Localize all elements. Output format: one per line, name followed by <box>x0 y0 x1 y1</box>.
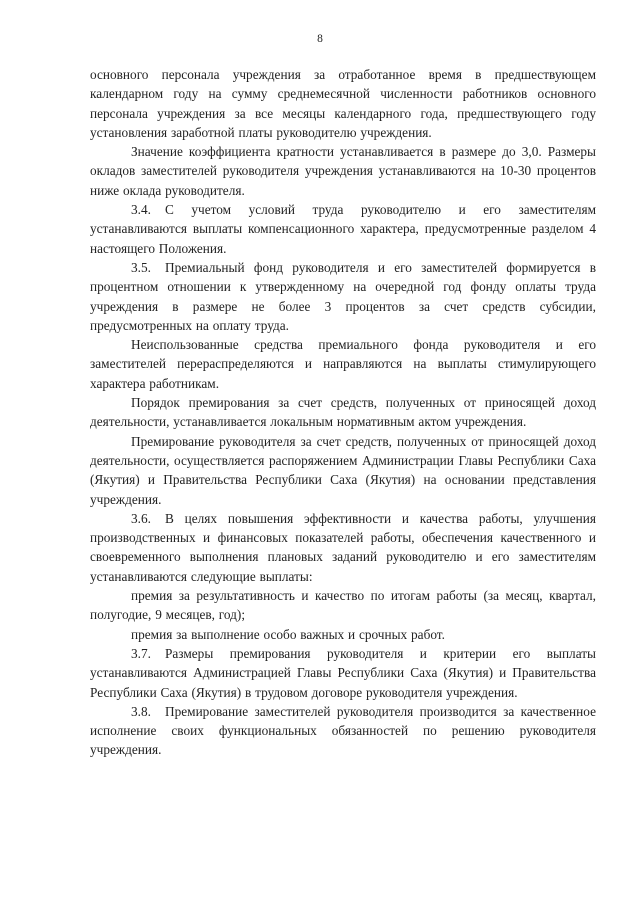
paragraph-unused-funds <box>90 335 596 393</box>
paragraph-number: 3.7. <box>131 645 151 661</box>
paragraph-3-5 <box>90 258 596 335</box>
paragraph-text: Размеры премирования руководителя и критерии его выплаты устанавливаются Администрацией Главы Республики Саха (Якутия) и Правительства Республики Саха (Якутия) в трудовом договоре руководителя учреждения. <box>90 645 596 700</box>
paragraph-coefficient <box>90 142 596 200</box>
paragraph-3-4 <box>90 200 596 258</box>
paragraph-3-6 <box>90 509 596 586</box>
paragraph-continuation <box>90 65 596 142</box>
paragraph-text: Премиальный фонд руководителя и его заместителей формируется в процентном отношении к утвержденному на очередной год фонду оплаты труда учреждения в размере не более 3 процентов за счет средств субсидии, предусмотренных на оплату труда. <box>90 259 596 333</box>
paragraph-3-8 <box>90 702 596 760</box>
paragraph-number: 3.5. <box>131 259 151 275</box>
paragraph-list-item-1 <box>90 586 596 625</box>
paragraph-head-bonus <box>90 432 596 509</box>
paragraph-text: Неиспользованные средства премиального фонда руководителя и его заместителей перераспределяются и направляются на выплаты стимулирующего характера работникам. <box>90 337 596 391</box>
paragraph-list-item-2 <box>90 625 596 644</box>
paragraph-number: 3.8. <box>131 703 151 719</box>
paragraph-text: С учетом условий труда руководителю и его заместителям устанавливаются выплаты компенсационного характера, предусмотренные разделом 4 настоящего Положения. <box>90 202 596 256</box>
paragraph-text: В целях повышения эффективности и качества работы, улучшения производственных и финансовых показателей работы, обеспечения качественного и своевременного выполнения плановых заданий руководителю и его заместителям устанавливаются следующие выплаты: <box>90 510 596 584</box>
paragraph-text: премия за выполнение особо важных и срочных работ. <box>131 626 445 642</box>
paragraph-text: премия за результативность и качество по итогам работы (за месяц, квартал, полугодие, 9 месяцев, год); <box>90 588 596 623</box>
paragraph-text: Премирование руководителя за счет средств, полученных от приносящей доход деятельности, осуществляется распоряжением Администрации Главы Республики Саха (Якутия) и Правительства Республики Саха (Якутия) на основании представления учреждения. <box>90 433 596 507</box>
page-number: 8 <box>317 33 323 45</box>
paragraph-number: 3.6. <box>131 510 151 526</box>
paragraph-text: Премирование заместителей руководителя производится за качественное исполнение своих функциональных обязанностей по решению руководителя учреждения. <box>90 703 596 758</box>
paragraph-text: Значение коэффициента кратности устанавливается в размере до 3,0. Размеры окладов заместителей руководителя учреждения устанавливаются на 10-30 процентов ниже оклада руководителя. <box>90 144 596 198</box>
paragraph-number: 3.4. <box>131 202 151 218</box>
paragraph-text: основного персонала учреждения за отработанное время в предшествующем календарном году на сумму среднемесячной численности работников основного персонала учреждения за все месяцы календарного года, предшествующего году установления заработной платы руководителю учреждения. <box>90 67 596 140</box>
document-body <box>90 65 596 760</box>
paragraph-text: Порядок премирования за счет средств, полученных от приносящей доход деятельности, устанавливается локальным нормативным актом учреждения. <box>90 395 596 430</box>
paragraph-3-7 <box>90 644 596 702</box>
paragraph-bonus-procedure <box>90 393 596 432</box>
